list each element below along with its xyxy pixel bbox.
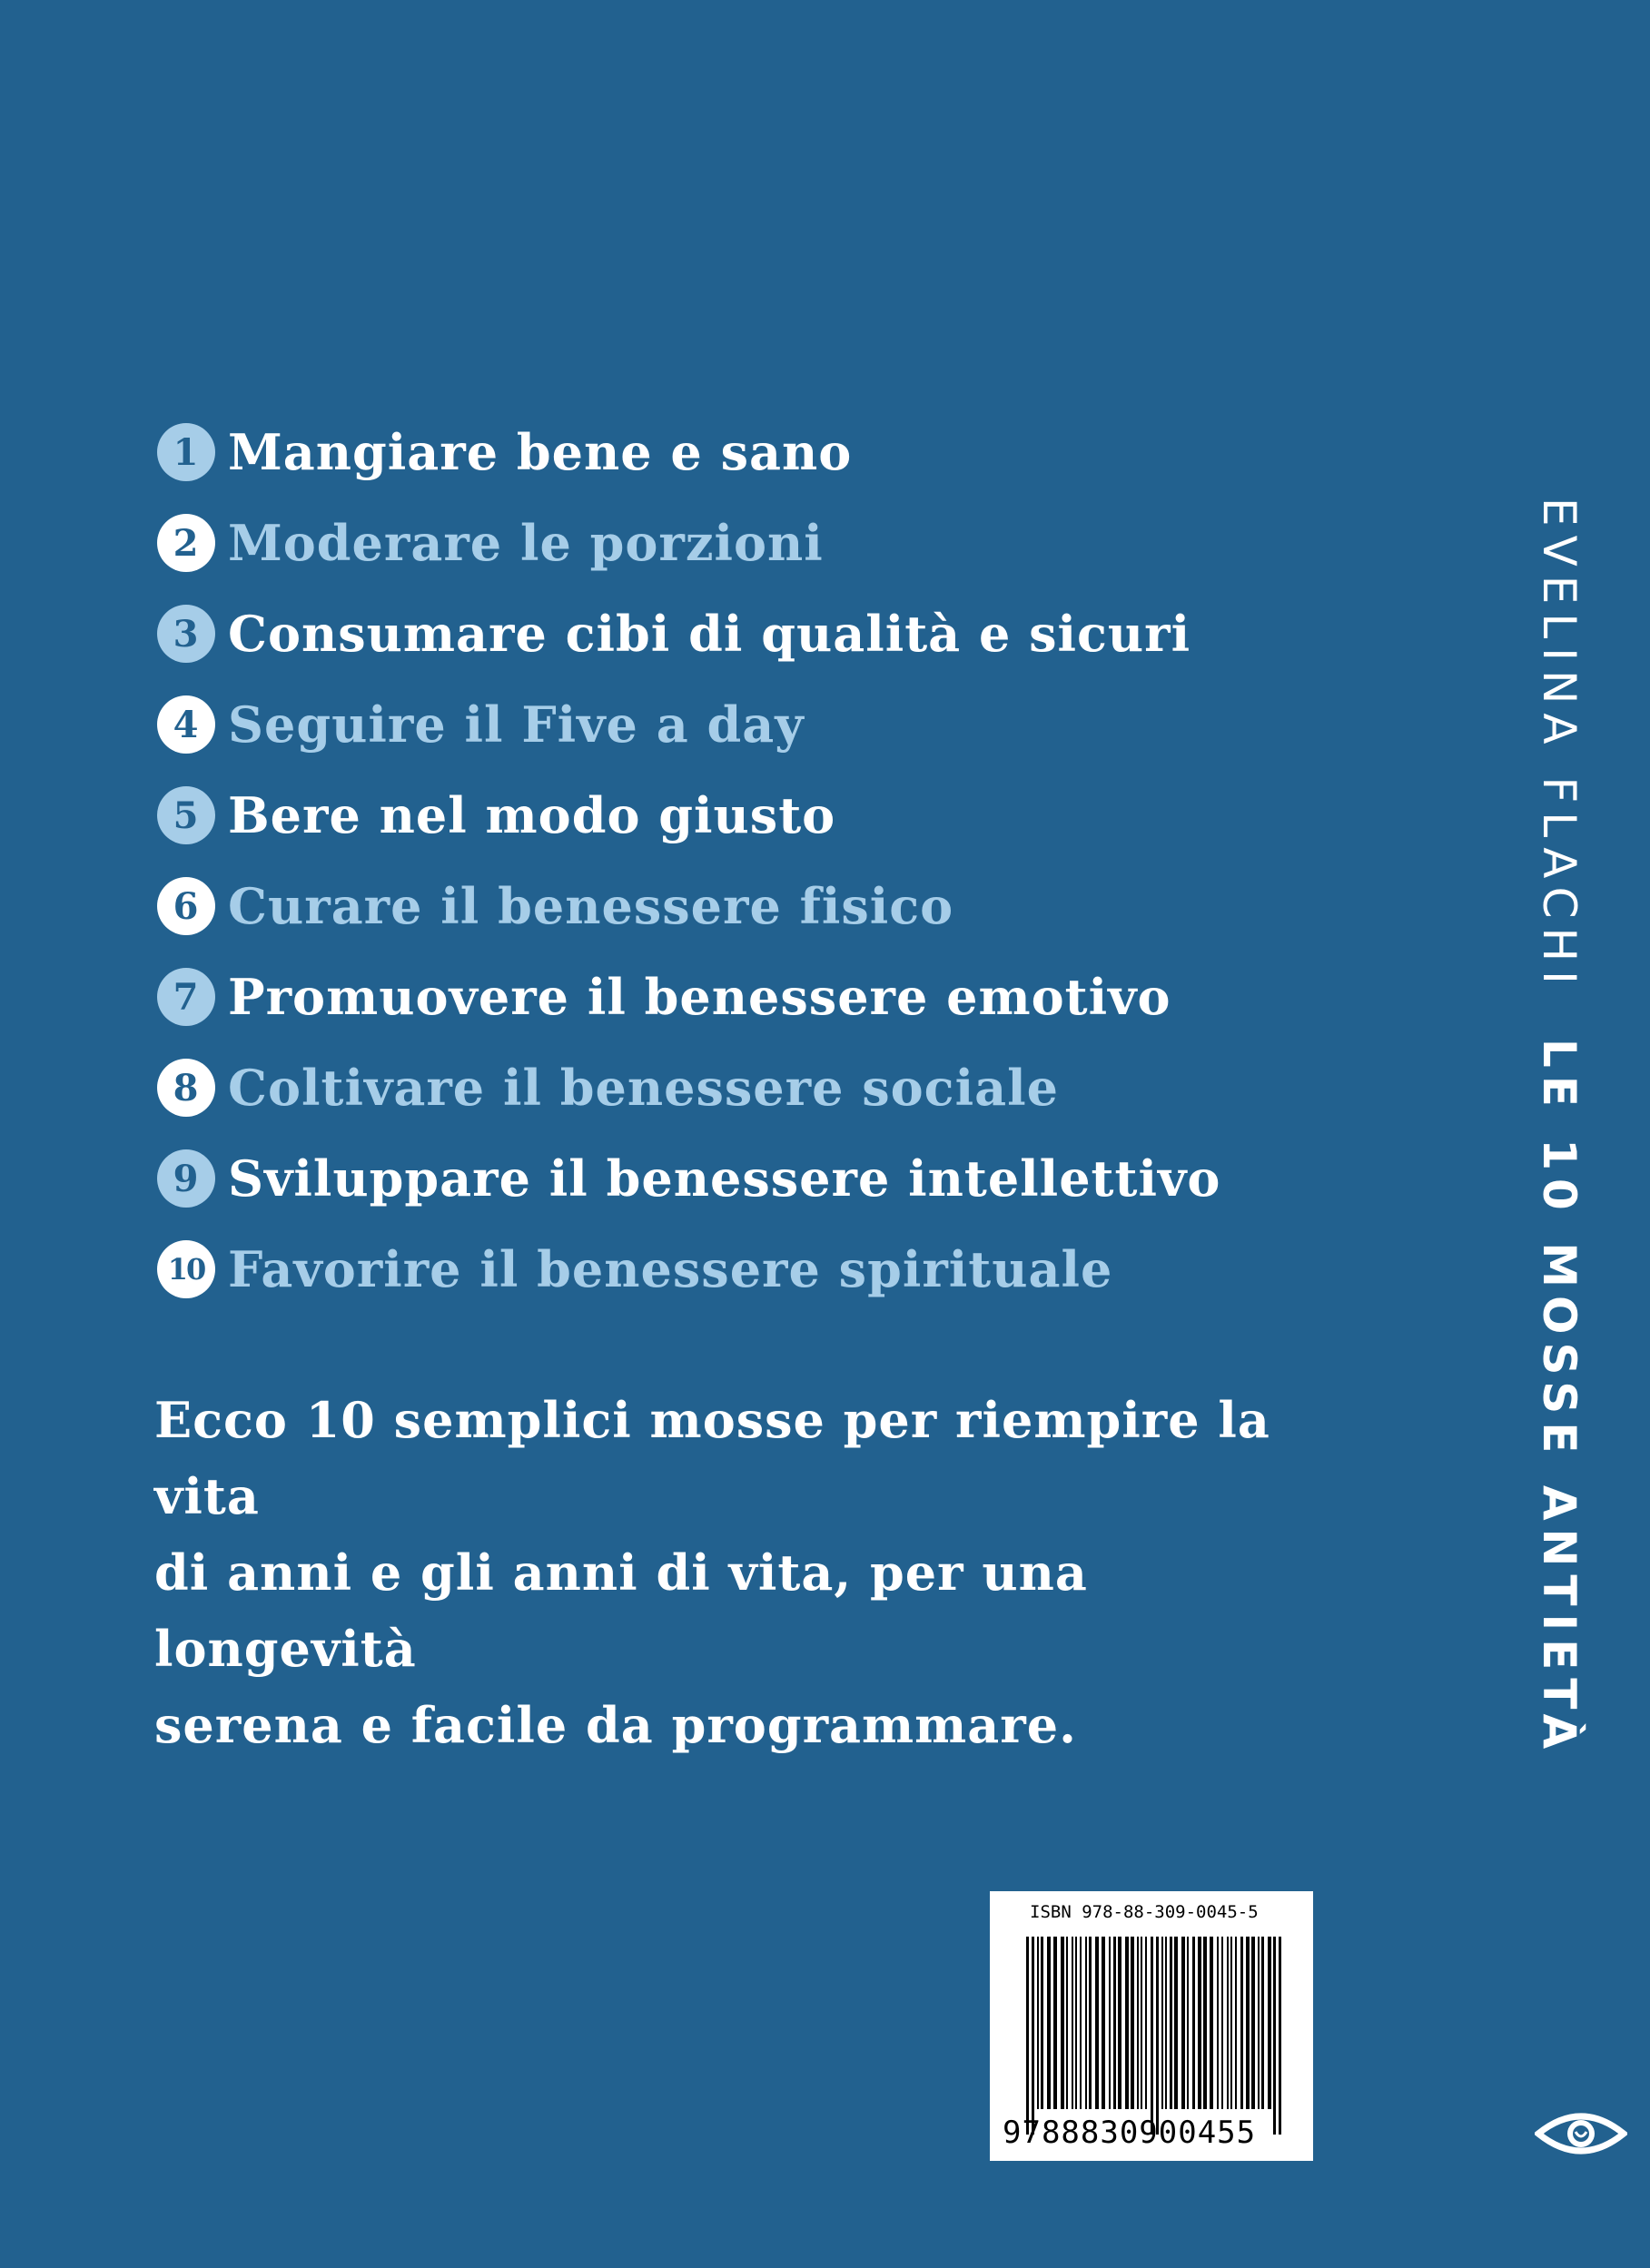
barcode-bar — [1109, 1937, 1111, 2109]
barcode-bar — [1230, 1937, 1232, 2109]
barcode-bar — [1217, 1937, 1219, 2109]
spine-text — [1533, 498, 1586, 1757]
move-label: Sviluppare il benessere intellettivo — [228, 1149, 1221, 1208]
move-item — [157, 588, 1220, 679]
barcode-bar — [1026, 1937, 1029, 2135]
move-label: Curare il benessere fisico — [228, 877, 954, 935]
move-item — [157, 770, 1220, 861]
barcode-bar — [1041, 1937, 1043, 2109]
number-badge: 2 — [157, 514, 215, 572]
move-item — [157, 1042, 1220, 1133]
barcode-bar — [1161, 1937, 1163, 2109]
number-badge: 3 — [157, 605, 215, 663]
number-badge: 9 — [157, 1149, 215, 1208]
author-name: EVELINA FLACHI — [1533, 498, 1586, 993]
barcode-bar — [1279, 1937, 1281, 2135]
move-item — [157, 407, 1220, 498]
barcode-bar — [1151, 1937, 1153, 2135]
barcode-bar — [1047, 1937, 1051, 2109]
barcode-bar — [1075, 1937, 1077, 2109]
barcode-bar — [1251, 1937, 1255, 2109]
isbn-label: ISBN 978-88-309-0045-5 — [1030, 1902, 1259, 1922]
move-label: Coltivare il benessere sociale — [228, 1059, 1059, 1117]
barcode-bar — [1080, 1937, 1082, 2109]
move-item — [157, 952, 1220, 1042]
barcode-bar — [1053, 1937, 1057, 2109]
barcode-bar — [1165, 1937, 1167, 2109]
number-badge: 7 — [157, 968, 215, 1026]
move-label: Mangiare bene e sano — [228, 423, 853, 481]
back-cover-blurb — [154, 1382, 1335, 1763]
barcode-bar — [1210, 1937, 1213, 2109]
move-label: Bere nel modo giusto — [228, 786, 836, 844]
book-title: LE 10 MOSSE ANTIETÀ — [1533, 1038, 1586, 1758]
blurb-line: serena e facile da programmare. — [154, 1696, 1077, 1754]
moves-list — [157, 407, 1220, 1315]
barcode-bar — [1174, 1937, 1178, 2109]
barcode-bar — [1221, 1937, 1223, 2109]
number-badge: 4 — [157, 695, 215, 754]
barcode-bar — [1032, 1937, 1034, 2135]
number-badge: 10 — [157, 1240, 215, 1298]
move-label: Consumare cibi di qualità e sicuri — [228, 605, 1191, 663]
eye-logo-icon — [1535, 2105, 1627, 2163]
barcode-bar — [1118, 1937, 1121, 2109]
move-label: Seguire il Five a day — [228, 695, 805, 754]
barcode-bar — [1145, 1937, 1147, 2109]
move-item — [157, 861, 1220, 952]
barcode-bar — [1125, 1937, 1129, 2109]
barcode-bar — [1113, 1937, 1116, 2109]
barcode-bar — [1235, 1937, 1237, 2109]
move-label: Favorire il benessere spirituale — [228, 1240, 1113, 1298]
barcode-bar — [1137, 1937, 1139, 2109]
barcode-bar — [1085, 1937, 1087, 2109]
number-badge: 6 — [157, 877, 215, 935]
barcode-bar — [1227, 1937, 1229, 2109]
barcode-bar — [1181, 1937, 1185, 2109]
barcode-bar — [1187, 1937, 1189, 2109]
barcode-bar — [1156, 1937, 1159, 2135]
barcode-bar — [1141, 1937, 1142, 2109]
barcode-bar — [1131, 1937, 1134, 2109]
move-label: Moderare le porzioni — [228, 514, 824, 572]
barcode-bar — [1198, 1937, 1201, 2109]
move-label: Promuovere il benessere emotivo — [228, 968, 1171, 1026]
barcode-bar — [1240, 1937, 1243, 2109]
move-item — [157, 679, 1220, 770]
barcode-bar — [1268, 1937, 1271, 2109]
barcode-bar — [1203, 1937, 1207, 2109]
barcode-bar — [1066, 1937, 1068, 2109]
move-item — [157, 498, 1220, 588]
blurb-line: Ecco 10 semplici mosse per riempire la vita — [154, 1391, 1270, 1525]
number-badge: 1 — [157, 423, 215, 481]
barcode-bar — [1072, 1937, 1073, 2109]
barcode-bar — [1258, 1937, 1260, 2109]
barcode-bar — [1192, 1937, 1195, 2109]
move-item — [157, 1224, 1220, 1315]
barcode-bar — [1102, 1937, 1105, 2109]
barcode-bar — [1095, 1937, 1099, 2109]
move-item — [157, 1133, 1220, 1224]
barcode — [990, 1891, 1313, 2161]
barcode-bar — [1037, 1937, 1039, 2109]
barcode-bar — [1273, 1937, 1276, 2135]
barcode-bar — [1246, 1937, 1250, 2109]
barcode-bar — [1089, 1937, 1092, 2109]
barcode-bar — [1170, 1937, 1172, 2109]
number-badge: 5 — [157, 786, 215, 844]
barcode-bar — [1261, 1937, 1264, 2109]
barcode-bar — [1061, 1937, 1064, 2109]
ean-number: 9788830900455 — [1003, 2115, 1257, 2151]
blurb-line: di anni e gli anni di vita, per una longevità — [154, 1543, 1088, 1678]
number-badge: 8 — [157, 1059, 215, 1117]
